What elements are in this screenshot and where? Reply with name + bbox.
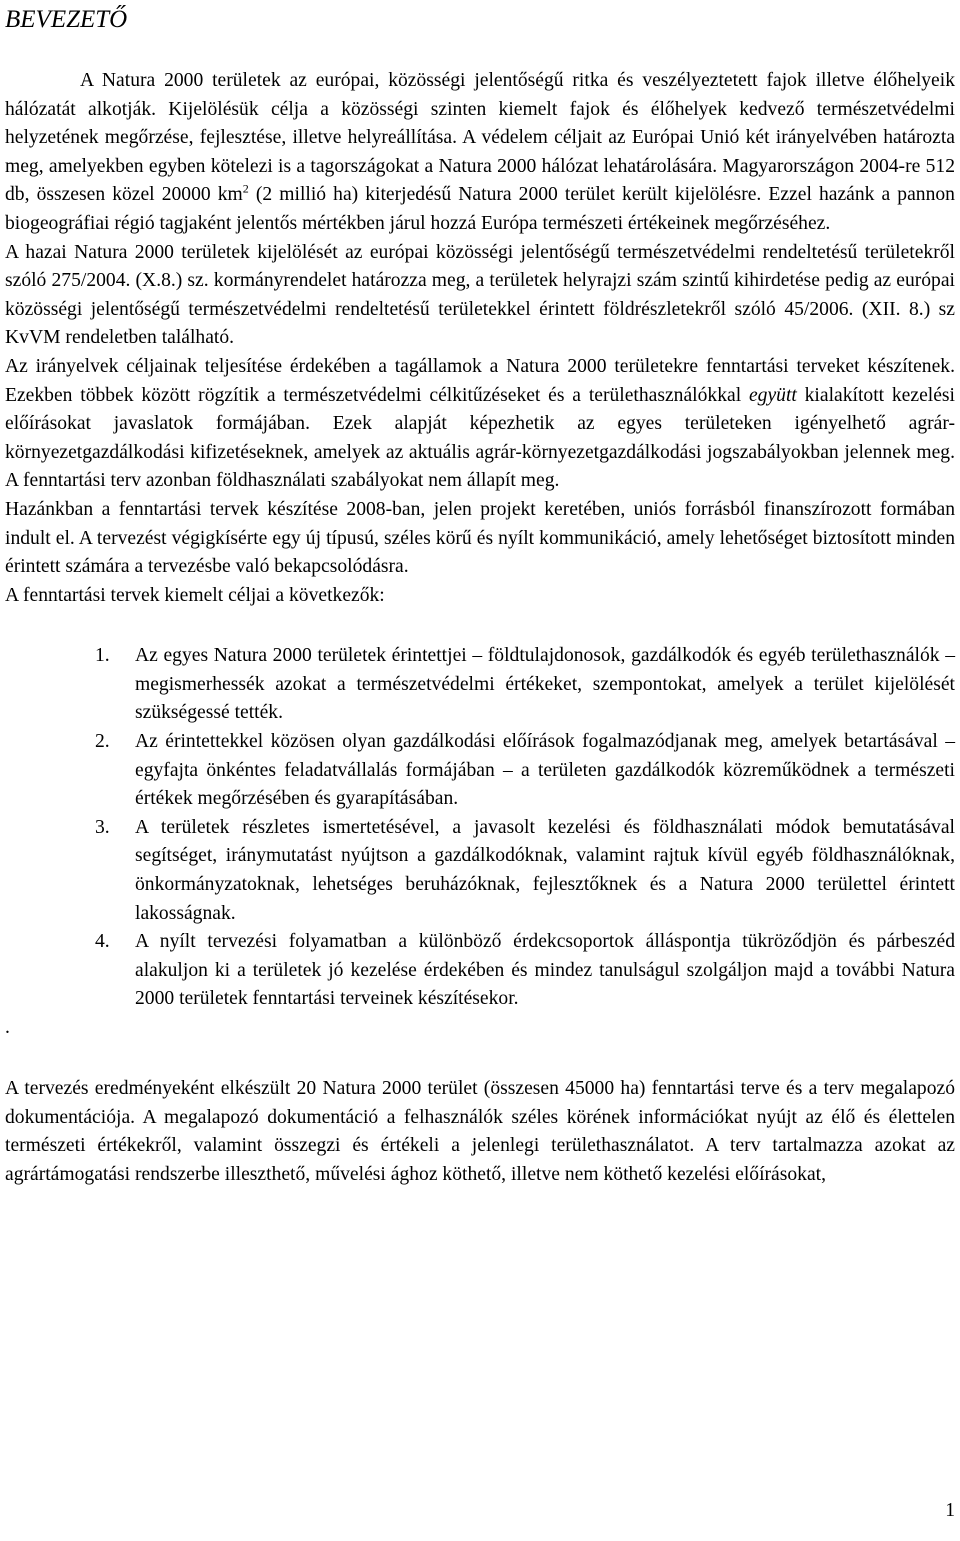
directives-text: Az irányelvek céljainak teljesítése érdekében a tagállamok a Natura 2000 területekre fenntartási terveket készítenek. Ezekben többek között rögzítik a természetvédelmi célkitűzéseket és a területhasználókkal bbox=[5, 355, 955, 406]
superscript-2: 2 bbox=[242, 181, 249, 196]
directives-text-continued: kialakított kezelési előírásokat javaslatok formájában. Ezek alapját képezhetik az egyes területeken igényelhető agrár-környezetgazdálkodási kifizetéseknek, amelyek az aktuális agrár-környezetgazdálkodási jogszabályokban jelennek meg. A fenntartási terv azonban földhasználati szabályokat nem állapít meg. bbox=[5, 384, 955, 492]
stray-dot: . bbox=[5, 1017, 10, 1038]
list-item bbox=[5, 728, 955, 814]
list-item bbox=[5, 928, 955, 1014]
paragraph-planning: Hazánkban a fenntartási tervek készítése 2008-ban, jelen projekt keretében, uniós forrásból finanszírozott formában indult el. A tervezést végigkísérte egy új típusú, széles körű és nyílt kommunikáció, amely lehetőséget biztosított minden érintett számára a tervezésbe való bekapcsolódásra. bbox=[5, 498, 955, 578]
list-item-text: A nyílt tervezési folyamatban a különböző érdekcsoportok álláspontja tükröződjön és párbeszéd alakuljon ki a területek jó kezelése érdekében és mindez tanulságul szolgáljon majd a további Natura 2000 területek fenntartási terveinek készítésekor. bbox=[135, 931, 955, 1010]
intro-paragraph bbox=[5, 67, 955, 239]
page-title: BEVEZETŐ bbox=[5, 6, 128, 33]
list-item-text: Az érintettekkel közösen olyan gazdálkodási előírások fogalmazódjanak meg, amelyek betartásával – egyfajta önkéntes feladatvállalás formájában – a területen gazdálkodók közreműködnek a természeti értékek megőrzésében és gyarapításában. bbox=[135, 731, 955, 810]
list-item-number: 1. bbox=[95, 645, 110, 667]
page-number: 1 bbox=[945, 1500, 955, 1521]
paragraph-legislation: A hazai Natura 2000 területek kijelölését az európai közösségi jelentőségű természetvédelmi rendeltetésű területekről szóló 275/2004. (X.8.) sz. kormányrendelet határozza meg, a területek helyrajzi szám szintű kihirdetése pedig az európai közösségi jelentőségű természetvédelmi rendeltetésű területekkel érintett földrészletekről szóló 45/2006. (XII. 8.) sz KvVM rendeletben található. bbox=[5, 241, 955, 349]
intro-text: A Natura 2000 területek az európai, közösségi jelentőségű ritka és veszélyeztetett fajok illetve élőhelyeik hálózatát alkotják. Kijelölésük célja a közösségi szinten kiemelt fajok és élőhelyek kedvező természetvédelmi helyzetének megőrzése, fejlesztése, illetve helyreállítása. A védelem céljait az Európai Unió két irányelvében határozta meg, amelyekben egyben kötelezi is a tagországokat a Natura 2000 hálózat lehatárolására. Magyarországon 2004-re 512 db, összesen közel 20000 km bbox=[5, 70, 955, 206]
list-intro: A fenntartási tervek kiemelt céljai a következők: bbox=[5, 584, 385, 606]
document-page bbox=[5, 0, 955, 1189]
goals-list bbox=[5, 642, 955, 1014]
list-item bbox=[5, 814, 955, 928]
list-item-number: 3. bbox=[95, 816, 110, 838]
emphasis-together: együtt bbox=[748, 384, 797, 406]
intro-text-continued: (2 millió ha) kiterjedésű Natura 2000 terület került kijelölésre. Ezzel hazánk a pannon biogeográfiai régió tagjaként jelentős mértékben járul hozzá Európa természeti értékeinek megőrzéséhez. bbox=[5, 184, 955, 234]
list-item bbox=[5, 642, 955, 728]
list-item-number: 2. bbox=[95, 731, 110, 753]
paragraph-directives bbox=[5, 353, 955, 496]
paragraph-results: A tervezés eredményeként elkészült 20 Natura 2000 terület (összesen 45000 ha) fenntartási terve és a terv megalapozó dokumentációja. A megalapozó dokumentáció a felhasználók széles körének információkat nyújt az élő és élettelen természeti értékekről, valamint összegzi és értékeli a jelenlegi területhasználatot. A terv tartalmazza azokat az agrártámogatási rendszerbe illeszthető, művelési ághoz köthető, illetve nem köthető kezelési előírásokat, bbox=[5, 1078, 955, 1185]
list-item-text: A területek részletes ismertetésével, a javasolt kezelési és földhasználati módok bemutatásával segítséget, iránymutatást nyújtson a gazdálkodóknak, valamint rajtuk kívül egyéb földhasználóknak, önkormányzatoknak, lehetséges beruházóknak, fejlesztőknek és a Natura 2000 területtel érintett lakosságnak. bbox=[135, 816, 955, 924]
list-item-number: 4. bbox=[95, 931, 110, 953]
list-item-text: Az egyes Natura 2000 területek érintettjei – földtulajdonosok, gazdálkodók és egyéb területhasználók – megismerhessék azokat a természetvédelmi értékeket, szempontokat, amelyek a terület kijelölését szükségessé tették. bbox=[135, 645, 955, 724]
